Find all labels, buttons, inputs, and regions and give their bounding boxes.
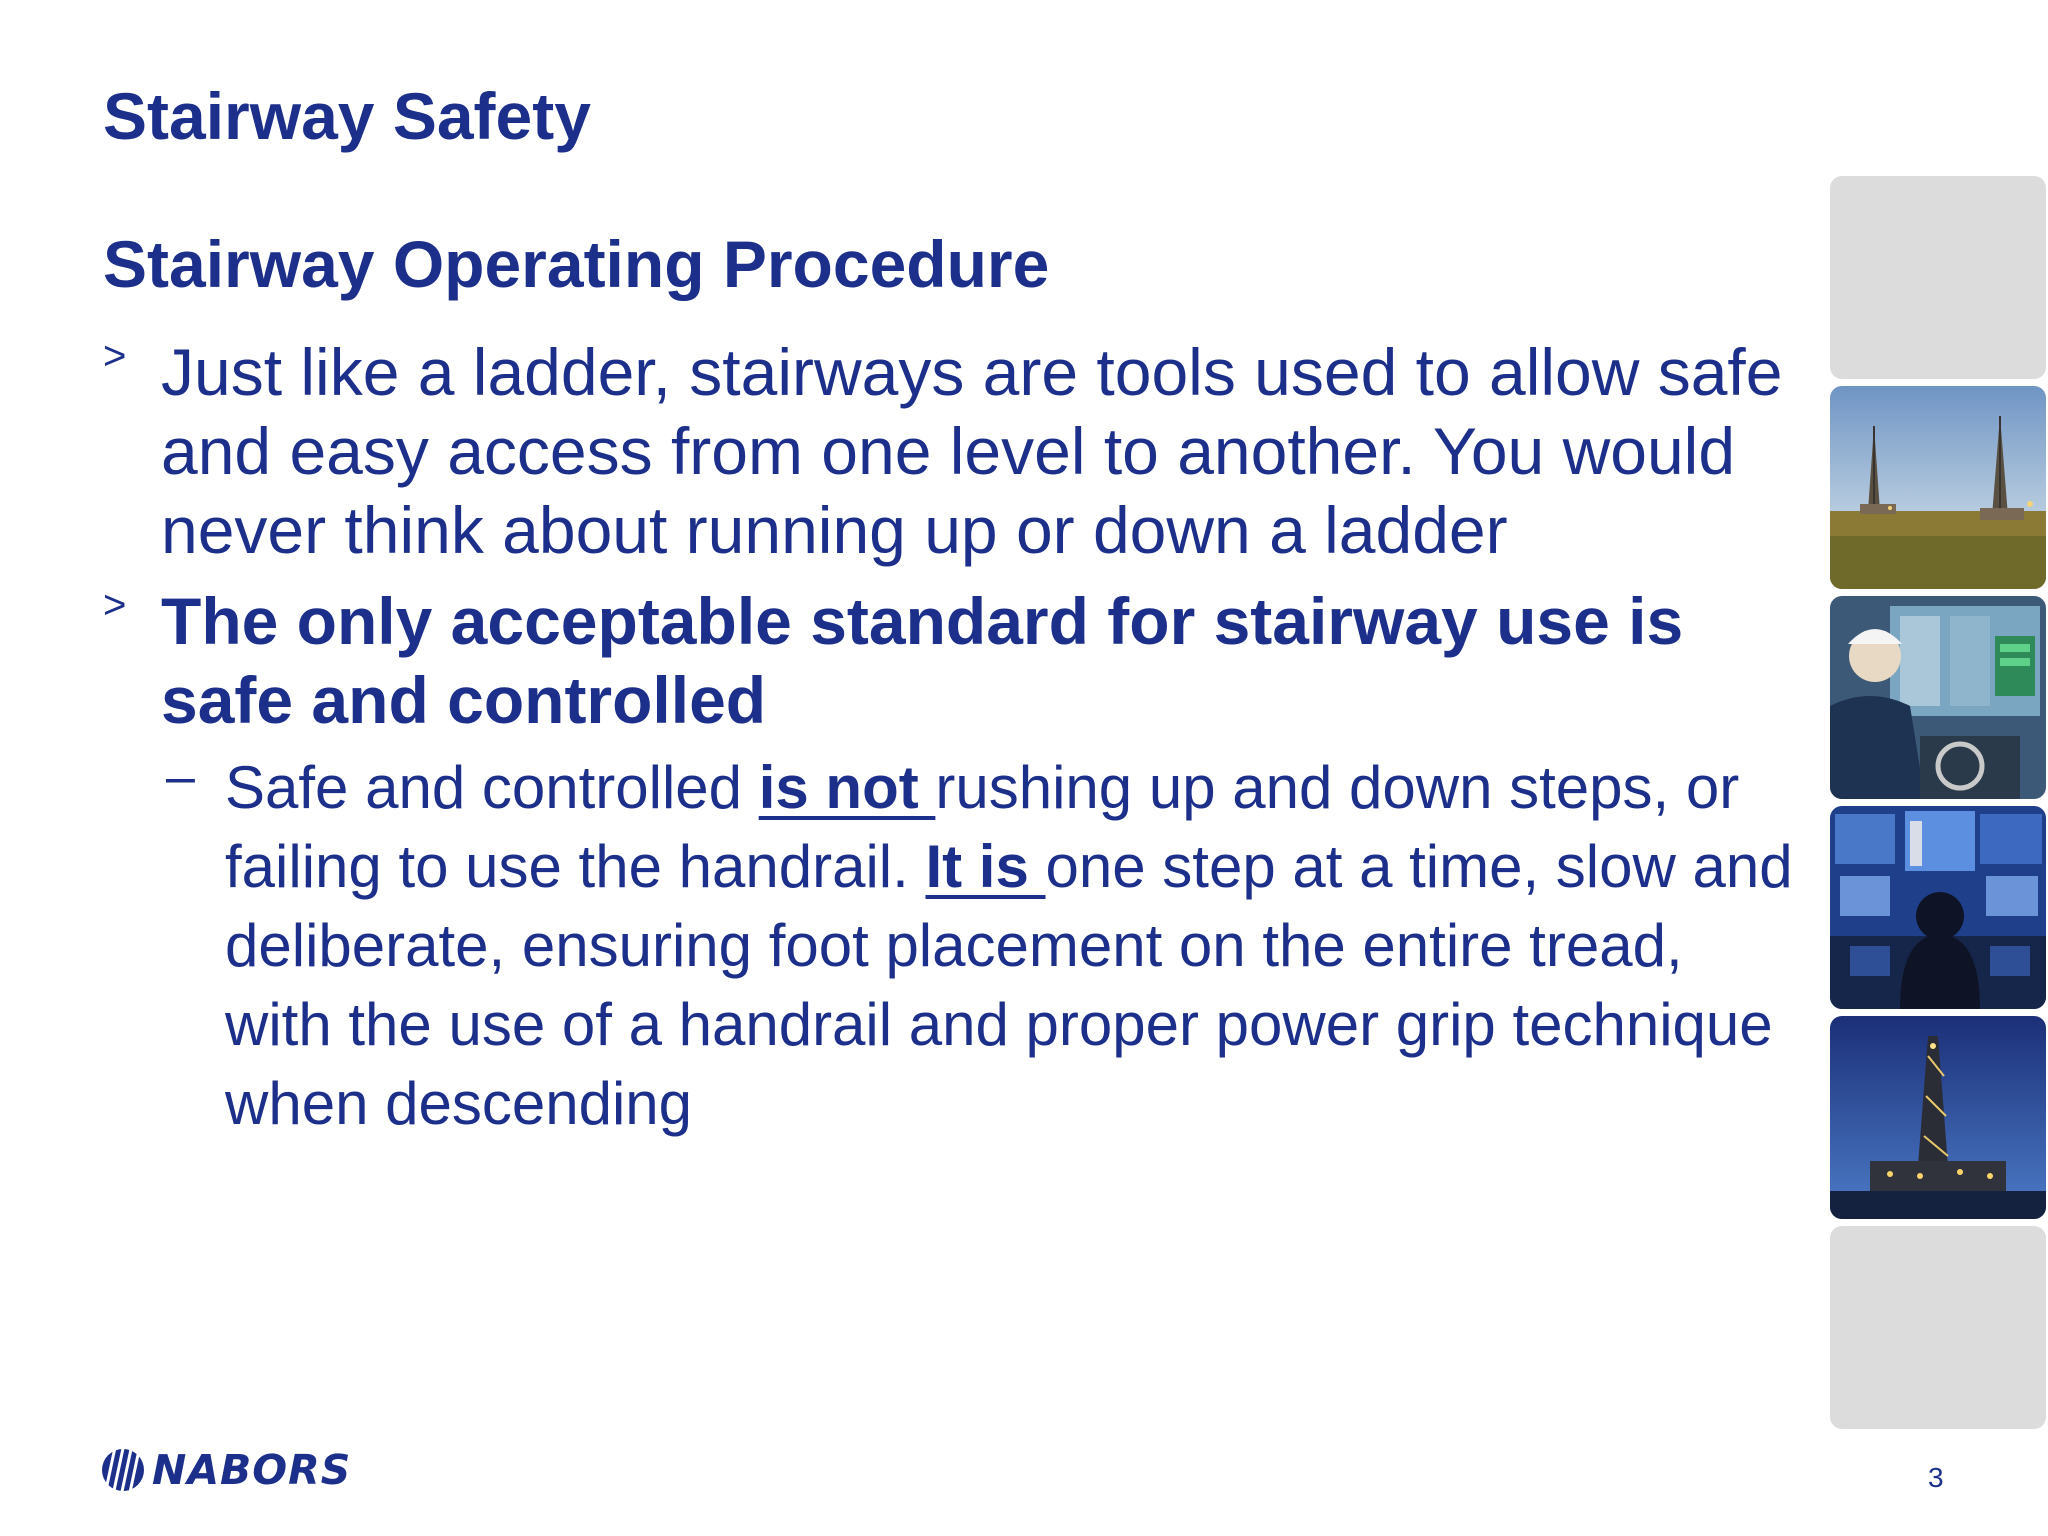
slide-title: Stairway Safety <box>103 79 591 153</box>
remote-operations-center-photo <box>1830 806 2046 1009</box>
bullet-2-text: The only acceptable standard for stairway use is safe and controlled <box>161 584 1684 737</box>
emphasis-is-not: is not <box>758 754 936 821</box>
sub-bullet-text-part-3: one step at a time, slow and deliberate, ensuring foot placement on the entire tread, with the use of a handrail and proper power grip technique when descending <box>225 833 1793 1137</box>
photo-strip <box>1830 176 2046 1436</box>
bullet-1-text: Just like a ladder, stairways are tools used to allow safe and easy access from one level to another. You would never think about running up or down a ladder <box>161 335 1783 567</box>
slide-subtitle: Stairway Operating Procedure <box>103 227 1050 301</box>
sub-bullet-text-part-2: rushing up and down steps, or failing to use the handrail. <box>225 754 1740 900</box>
sub-bullet-1 <box>103 748 1803 1143</box>
blank-tile-top <box>1830 176 2046 379</box>
logo-text: NABORS <box>152 1446 352 1494</box>
bullet-2 <box>103 582 1803 740</box>
bullet-marker-icon: > <box>103 334 127 378</box>
drilling-rigs-landscape-photo <box>1830 386 2046 589</box>
blank-tile-bottom <box>1830 1226 2046 1429</box>
nabors-logo-icon <box>100 1447 146 1493</box>
nabors-logo <box>100 1446 351 1494</box>
slide-body <box>103 333 1803 1203</box>
page-number: 3 <box>1928 1462 1944 1493</box>
bullet-marker-icon: > <box>103 583 127 627</box>
offshore-rig-night-photo <box>1830 1016 2046 1219</box>
bullet-1 <box>103 333 1803 570</box>
rig-operator-control-cabin-photo <box>1830 596 2046 799</box>
dash-marker-icon: – <box>166 748 195 806</box>
sub-bullet-text-part-1: Safe and controlled <box>225 754 759 821</box>
emphasis-it-is: It is <box>925 833 1046 900</box>
